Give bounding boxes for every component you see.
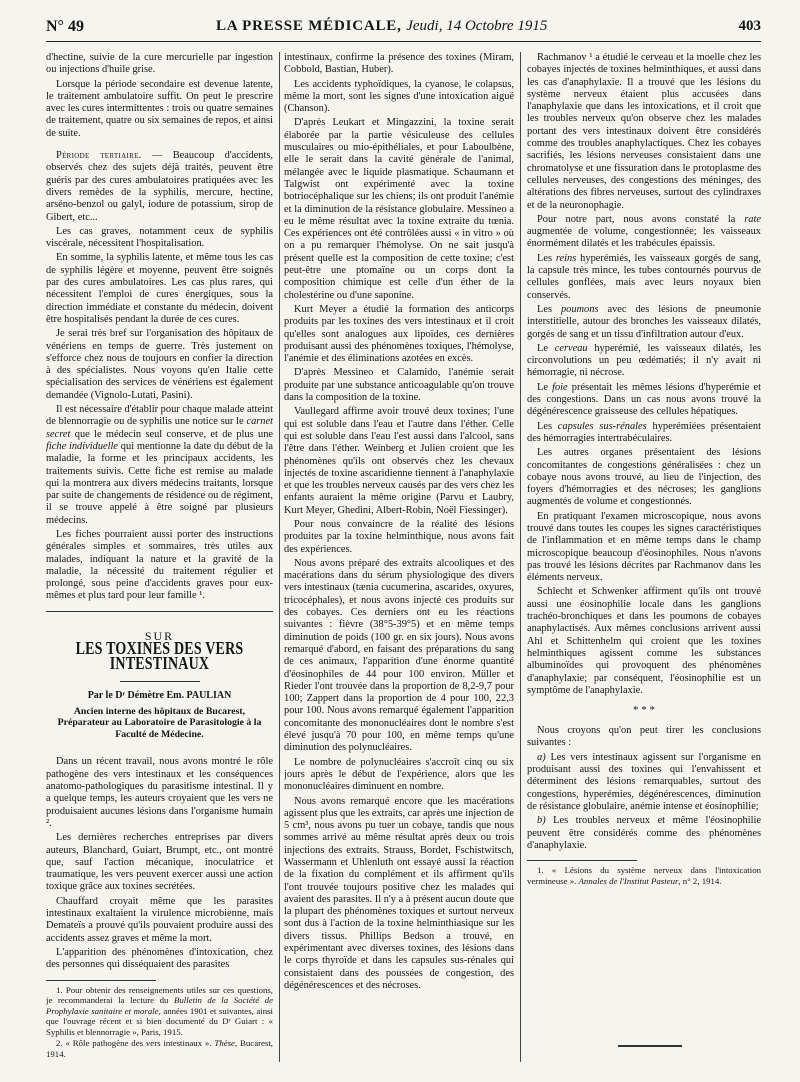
paragraph: En somme, la syphilis latente, et même tous les cas de syphilis légère et moyenne, peuvent être soignés par des cures ambulatoires. Les cas plus rares, qui nécessitent l'emploi de cures énergiques, sous la direction immédiate et constante du médecin, doivent être hospitalisés pendant la durée de ces cures. — [46, 252, 273, 325]
footnote: 1. « Lésions du système nerveux dans l'intoxication vermineuse ». Annales de l'Institut Pasteur, n° 2, 1914. — [527, 865, 761, 886]
paragraph: D'après Messineo et Calamido, l'anémie serait produite par une substance anticoagulable qu'on trouve dans la composition de la toxine. — [284, 367, 514, 404]
paragraph: Les capsules sus-rénales hyperémiées présentaient des hémorragies intertrabéculaires. — [527, 420, 761, 444]
paragraph: En pratiquant l'examen microscopique, nous avons trouvé dans toutes les coupes les signes caractéristiques de l'inflammation et en même temps dans le champ microscopique beaucoup d'éosinophiles. Nous n'avons pas trouvé les lésions décrites par Rachmanov dans les éléments nerveux. — [527, 510, 761, 584]
paragraph: Dans un récent travail, nous avons montré le rôle pathogène des vers intestinaux et les conséquences anatomo-pathologiques du parasitisme intestinal. Il y a quelque temps, les auteurs croyaient que les vers ne produisaient aucunes lésions dans l'organisme humain ². — [46, 756, 273, 829]
paragraph: Nous avons préparé des extraits alcooliques et des macérations dans du sérum physiologique des divers vers intestinaux (tænia cucumerina, ascarides, oxyures, tricocéphales), et nous avons injecté ces produits sur des cobayes. Ces derniers ont eu les réactions suivantes : fièvre (38°5-39°5) et en même temps diminution de poids (100 gr. en six jours). Nous avons remarqué d'abord, en faisant des préparations du sang de ces animaux, l'apparition d'une énorme quantité d'éosinophiles de 44 pour 100 environ. Müller et Rieder l'ont trouvée dans la proportion de 8,2-9,7 pour 100; Zappert dans la proportion de 4 pour 100, 22,3 pour 100. Nous avons remarqué également l'apparition concomitante des mononucléaires dont le nombre s'est élevé jusqu'à 70 pour 100, en même temps qu'une diminution des polynucléaires. — [284, 557, 514, 754]
paragraph: Schlecht et Schwenker affirment qu'ils ont trouvé aussi une éosinophilie locale dans les ganglions trachéo-bronchiques et dans les poumons de cobayes anaphylactisés. Aux mêmes conclusions arrivent aussi Ahl et Schittenhelm qui croient que les toxines helminthiques agissent comme les substances albuminoïdes qui provoquent des phénomènes d'anaphylaxie; par conséquent, l'éosinophilie est un symptôme de l'anaphylaxie. — [527, 586, 761, 696]
paragraph: Les dernières recherches entreprises par divers auteurs, Blanchard, Guiart, Brumpt, etc., ont montré que, sauf l'action mécanique, inoculatrice et traumatique, les vers peuvent exercer aussi une action toxique grâce aux toxines secrétées. — [46, 832, 273, 893]
article-kicker: SUR — [144, 628, 175, 643]
running-head — [216, 18, 547, 35]
paragraph: Rachmanov ¹ a étudié le cerveau et la moelle chez les cobayes injectés de toxines helminthiques, et aussi dans les cas d'anaphylaxie. Il a trouvé que les lésions du système nerveux étaient plus accusées dans l'anaphylaxie que dans les intoxications, et il croit que les troubles nerveux qu'on observe chez les malades portant des vers intestinaux doivent être considérés comme des troubles anaphylactiques. Chez les cobayes sacrifiés, les lésions nerveuses consistaient dans une chromatolyse et une fissuration dans le protoplasme des cellules nerveuses, des congestions des méninges, des altérations des fibres nerveuses, surtout des cylindraxes et de la neuronophagie. — [527, 52, 761, 211]
page-number: 403 — [738, 18, 761, 34]
article-title: LES TOXINES DES VERS INTESTINAUX — [75, 640, 244, 675]
title-rule — [120, 681, 200, 682]
paragraph: Les cas graves, notamment ceux de syphilis viscérale, nécessitent l'hospitalisation. — [46, 225, 273, 250]
conclusion-item: b) Les troubles nerveux et même l'éosinophilie peuvent être considérés comme des phénomènes d'anaphylaxie. — [527, 815, 761, 851]
article-author: Par le Dʳ Démètre Em. PAULIAN — [87, 689, 232, 701]
journal-name: LA PRESSE MÉDICALE, — [216, 18, 402, 34]
paragraph: Kurt Meyer a étudié la formation des anticorps produits par les toxines des vers intestinaux et il croit qu'elles sont analogues aux lipoïdes, ces dernières produisant aussi des phénomènes toxiques, l'hémolyse, l'anémie et des éliminations azotées en excès. — [284, 303, 514, 365]
paragraph: Chauffard croyait même que les parasites intestinaux exaltaient la virulence microbienne, mais Demateïs a prouvé qu'ils pouvaient produire aussi des accidents assez graves et même la mort. — [46, 895, 273, 944]
column-rule-left — [279, 52, 280, 1062]
issue-number: N° 49 — [46, 18, 84, 35]
paragraph: Le nombre de polynucléaires s'accroît cinq ou six jours après le début de l'expérience, alors que les mononucléaires diminuent en nombre. — [284, 756, 514, 793]
paragraph: Nous avons remarqué encore que les macérations agissent plus que les extraits, car après une injection de 5 cm³, nous avons pu tuer un cobaye, tandis que nous sommes arrivé au même résultat après deux ou trois injections des extraits. Strauss, Bordet, Fschistwitsch, Wassermann et Uhlenluth ont essayé aussi la réaction de la fixation du complément et ils affirment qu'ils l'ont trouvée toujours positive chez les malades qui avaient des parasites. Il n'y a à présent aucun doute que la plupart des phénomènes toxiques et surtout nerveux sont dus à l'action de la toxine helminthiasique sur les divers tissus. Phillips Bedson a trouvé, en expérimentant avec diverses toxines, des lésions dans le corps thyroïde et dans les capsules sus-rénales qui consistaient dans des poussées de congestion, des dégénérescences et des nécroses. — [284, 795, 514, 991]
footnote-rule — [46, 980, 156, 981]
paragraph: L'apparition des phénomènes d'intoxication, chez des personnes qui disséquaient des parasites — [46, 946, 273, 971]
paragraph: Le foie présentait les mêmes lésions d'hyperémie et des congestions. Dans un cas nous avons trouvé la dégénérescence graisseuse des cellules hépatiques. — [527, 381, 761, 418]
header-rule — [46, 41, 761, 42]
paragraph: Les poumons avec des lésions de pneumonie interstitielle, autour des bronches les vaisseaux dilatés, gorgés de sang et un tissu d'infiltration autour d'eux. — [527, 303, 761, 340]
paragraph: Les reins hyperémiés, les vaisseaux gorgés de sang, la capsule très mince, les tubes contournés pourvus de cellules gonflées, mais avec leurs noyaux bien conservés. — [527, 252, 761, 301]
footnote: 1. Pour obtenir des renseignements utiles sur ces questions, je recommanderai la lecture du Bulletin de la Société de Prophylaxie sanitaire et morale, années 1901 et suivantes, ainsi que l'ouvrage récent et si bien documenté du Dʳ Guiart : « Syphilis et blennorragie », Paris, 1915. — [46, 984, 273, 1037]
issue-date: Jeudi, 14 Octobre 1915 — [406, 18, 548, 34]
paragraph: Lorsque la période secondaire est devenue latente, le traitement ambulatoire suffit. On peut le prescrire avec les cures intermittentes : trois ou quatre semaines de traitement, quatre ou six semaines de repos, et ainsi de suite. — [46, 78, 273, 139]
paragraph: Je serai très bref sur l'organisation des hôpitaux de vénériens en temps de guerre. Très justement on s'efforce chez nous de toujours en confier la direction à des spécialistes. Nous voyons qu'en Italie cette spécialisation des services de vénériens est également demandée (Vignolo-Lutati, Pasini). — [46, 328, 273, 401]
paragraph: Les accidents typhoïdiques, la cyanose, le colapsus, même la mort, sont les signes d'une intoxication aiguë (Chanson). — [284, 78, 514, 115]
article-rule — [46, 611, 273, 612]
paragraph: Les autres organes présentaient des lésions concomitantes de congestions généralisées : chez un cobaye nous avons trouvé, au lieu de l'injection, des foyers d'hémorragies et des nécroses; les ganglions augmentés de volume et congestionnés. — [527, 447, 761, 508]
paragraph: d'hectine, suivie de la cure mercurielle par ingestion ou injections d'huile grise. — [46, 52, 273, 76]
column-2 — [284, 52, 514, 1062]
paragraph: Les fiches pourraient aussi porter des instructions générales simples et sommaires, très utiles aux malades, indiquant la nature et la gravité de la maladie, la nécessité du traitement régulier et prolongé, sous peine d'accidents graves pour eux-mêmes et plus tard pour leur famille ¹. — [46, 528, 273, 602]
section-asterism: * * * — [633, 704, 655, 717]
section-heading: Période tertiaire. — [56, 150, 142, 162]
paragraph: intestinaux, confirme la présence des toxines (Miram, Cobbold, Bastian, Huber). — [284, 52, 514, 76]
paragraph: D'après Leukart et Mingazzini, la toxine serait élaborée par la partie vésiculeuse des cellules musculaires ou mio-épithéliales, et pour Laboulbène, elle le serait dans la cavité générale de l'animal, mélangée avec le liquide plasmatique. Schaumann et Talgwist ont expérimenté avec la toxine botriocéphalique sur les chiens; ils ont produit l'anémie et la diminution de la résistance globulaire. Messineo a eu le même résultat avec la toxine extraite du tœnia. Ces expériences ont été contrôlées aussi « in vitro » où on a pu remarquer l'hémolyse. On ne sait jusqu'à présent quelle est la composition de cette toxine; c'est peut-être une ptomaïne ou un corps dont la composition chimique est celle d'un éther de la cholestérine ou d'une saponine. — [284, 117, 514, 301]
footnote: 2. « Rôle pathogène des vers intestinaux ». Thèse, Bucarest, 1914. — [46, 1038, 273, 1060]
footnote-rule — [527, 860, 637, 861]
paragraph: Période tertiaire. — Beaucoup d'accidents, observés chez des sujets déjà traités, peuvent être guéris par des cures ambulatoires pratiquées avec les divers remèdes de la syphilis, mercure, hectine, arséno-benzol ou galyl, iodure de potassium, sirop de Gibert, etc... — [46, 150, 273, 223]
paragraph: Il est nécessaire d'établir pour chaque malade atteint de blennorragie ou de syphilis une notice sur le carnet secret que le médecin seul conserve, et de plus une fiche individuelle qui mentionne la date du début de la maladie, la forme et les principaux accidents, les traitements suivis. Cette fiche est remise au malade qui la montrera aux divers médecins traitants, lorsque par suite de changements de résidence ou de régiment, il se trouve appelé à être soigné par plusieurs médecins. — [46, 404, 273, 526]
column-1 — [46, 52, 273, 1062]
paragraph: Le cerveau hyperémié, les vaisseaux dilatés, les circonvolutions un peu œdématiés; il n'y avait ni hémorragie, ni nécrose. — [527, 342, 761, 379]
paragraph: Nous croyons qu'on peut tirer les conclusions suivantes : — [527, 725, 761, 749]
column-rule-right — [520, 52, 521, 1062]
paragraph: Vaullegard affirme avoir trouvé deux toxines; l'une qui est soluble dans l'eau et l'autre dans l'éther. Celle qui est soluble dans l'eau l'est aussi dans l'alcool, sans l'être dans l'éther. Weinberg et Julien croient que les phénomènes qu'ils ont observés chez les chevaux injectés de toxine ascaridienne tiennent à l'anaphylaxie et que les troubles nerveux causés par des vers chez les enfants auraient la même origine (Parvu et Laubry, Kurt Meyer, Ghedini, Albert-Robin, Noël Fiessinger). — [284, 406, 514, 516]
paragraph: Pour notre part, nous avons constaté la rate augmentée de volume, congestionnée; les vaisseaux énormément dilatés et les trabécules épaissis. — [527, 213, 761, 250]
conclusion-item: a) Les vers intestinaux agissent sur l'organisme en produisant aussi des toxines qui l'envahissent et déterminent des lésions remarquables, surtout des congestions, hyperémies, dégénérescences, diminution de résistance globulaire, anémie intense et éosinophilie; — [527, 751, 761, 812]
column-3 — [527, 52, 761, 1062]
author-affiliation: Ancien interne des hôpitaux de Bucarest, Préparateur au Laboratoire de Parasitologie à la Faculté de Médecine. — [57, 705, 262, 740]
page-header — [46, 18, 761, 40]
closing-rule — [618, 1045, 682, 1047]
paragraph: Pour nous convaincre de la réalité des lésions produites par la toxine helminthique, nous avons fait des expériences. — [284, 518, 514, 555]
